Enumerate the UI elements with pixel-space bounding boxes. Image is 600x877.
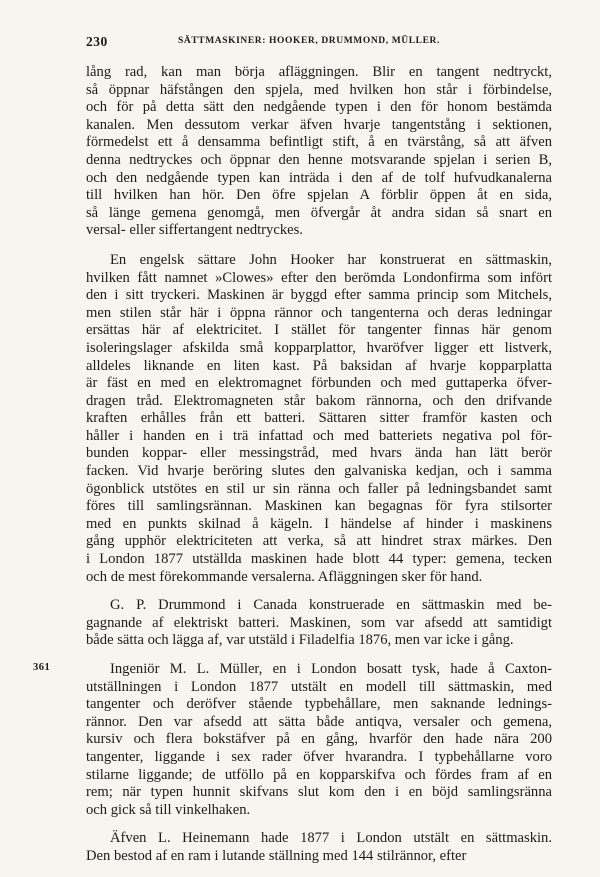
text-line: facken. Vid hvarje beröring slutes den galvaniska kedjan, och i samma [86,463,552,480]
text-line: denna nedtryckes och öppnar den henne motsvarande spjelan i serien B, [86,151,552,168]
text-line: Ingeniör M. L. Müller, en i London bosatt tysk, hade å Caxton- [110,661,552,677]
text-line: ögonblick utstötes en stil ur sin ränna och faller på ledningsbandet samt [86,480,552,497]
text-line: utställningen i London 1877 utstält en modell till sättmaskin, med [86,678,552,695]
text-line: stilarne liggande; de utföllo på en kopparskifva och fördes fram af en [86,766,552,783]
text-line: så länge gemena genomgå, men öfvergår åt andra sidan så snart en [86,204,552,221]
text-line: gång upphör elektriciteten att verka, så att hindret strax märkes. Den [86,533,552,550]
page-number: 230 [86,34,108,49]
body-text [33,64,552,877]
paragraph [86,597,552,650]
text-line: håller i handen en i trä infattad och med batteriets negativa pol för- [86,427,552,444]
paragraph [86,252,552,586]
page-header [86,34,552,52]
text-line: i London 1877 utställda maskinen hade blott 44 typer: gemena, tecken [86,551,552,568]
text-line: men stilen står här i öppna rännor och tangenterna och deras ledningar [86,304,552,321]
text-line: tangenter och deröfver stående typbehållare, men saknande lednings- [86,696,552,713]
text-line: den i sitt tryckeri. Maskinen är byggd efter samma princip som Mitchels, [86,287,552,304]
text-line: och den nedgående typen kan inträda i den af de tolf hufvudkanalerna [86,169,552,186]
text-line: kraften erhålles från ett batteri. Sättaren sitter framför kasten och [86,410,552,427]
text-line: tangenter, liggande i sex rader öfver hvarandra. I typbehållarne voro [86,748,552,765]
text-line: så öppnar häfstången den spjela, med hvilken hon står i förbindelse, [86,81,552,98]
text-line: gagnande af elektriskt batteri. Maskinen, som var afsedd att samtidigt [86,614,552,631]
text-line: med en punkts skilnad å kägeln. I händelse af hinder i maskinens [86,515,552,532]
text-line: är fäst en med en elektromagnet förbunden och med guttaperka öfver- [86,375,552,392]
text-line: och de mest förekommande versalerna. Afläggningen sker för hand. [86,568,483,585]
text-line: rem; när typen hunnit skifvans slut kom den i en böjd samlingsränna [86,784,552,801]
text-line: kanalen. Men dessutom verkar äfven hvarje tangentstång i sektionen, [86,116,552,133]
text-line: G. P. Drummond i Canada konstruerade en sättmaskin med be- [110,597,552,614]
text-line: versal- eller siffertangent nedtryckes. [86,222,303,239]
text-line: hvilken fått namnet »Clowes» efter den berömda Londonfirma som infört [86,269,552,286]
text-line: bunden koppar- eller messingstråd, med hvars ända han lätt berör [86,445,552,462]
margin-number: 361 [33,662,51,673]
text-line: rännor. Den var afsedd att sätta både antiqva, versaler och gemena, [86,713,552,730]
paragraph [86,830,552,865]
text-line: alldeles liknande en liten kast. På baksidan af hvarje kopparplatta [86,357,552,374]
text-line: dragen tråd. Elektromagneten står bakom rännorna, och den drifvande [86,392,552,409]
text-line: ersättas här af elektricitet. I stället för tangenter finnas här genom [86,322,552,339]
text-line: förmedelst ett å densamma befintligt stift, å en tvärstång, så att äfven [86,134,552,151]
text-line: och för på detta sätt den nedgående typen i den för honom bestämda [86,99,552,116]
text-line: Den bestod af en ram i lutande ställning med 144 stilrännor, efter [86,847,467,864]
text-line: föres till samlingsrännan. Maskinen kan begagnas för fyra stilsorter [86,498,552,515]
text-line: och gick så till vinkelhaken. [86,801,251,818]
paragraph [86,64,552,240]
text-line: lång rad, kan man börja afläggningen. Blir en tangent nedtryckt, [86,64,552,80]
running-head: SÄTTMASKINER: HOOKER, DRUMMOND, MÜLLER. [178,36,440,46]
text-line: Äfven L. Heinemann hade 1877 i London utstält en sättmaskin. [110,830,552,847]
text-line: till hvilken han hör. Den öfre spjelan A förblir öppen åt en sida, [86,187,552,204]
text-line: kursiv och flera bokstäfver på en gång, hvarför den hade nära 200 [86,731,552,748]
text-line: isoleringslager afskilda små kopparplattor, hvaröfver ligger ett listverk, [86,339,552,356]
paragraph [33,661,552,819]
text-line: En engelsk sättare John Hooker har konstruerat en sättmaskin, [110,251,552,268]
text-line: både sätta och lägga af, var utstäld i Filadelfia 1876, men var icke i gång. [86,632,514,649]
